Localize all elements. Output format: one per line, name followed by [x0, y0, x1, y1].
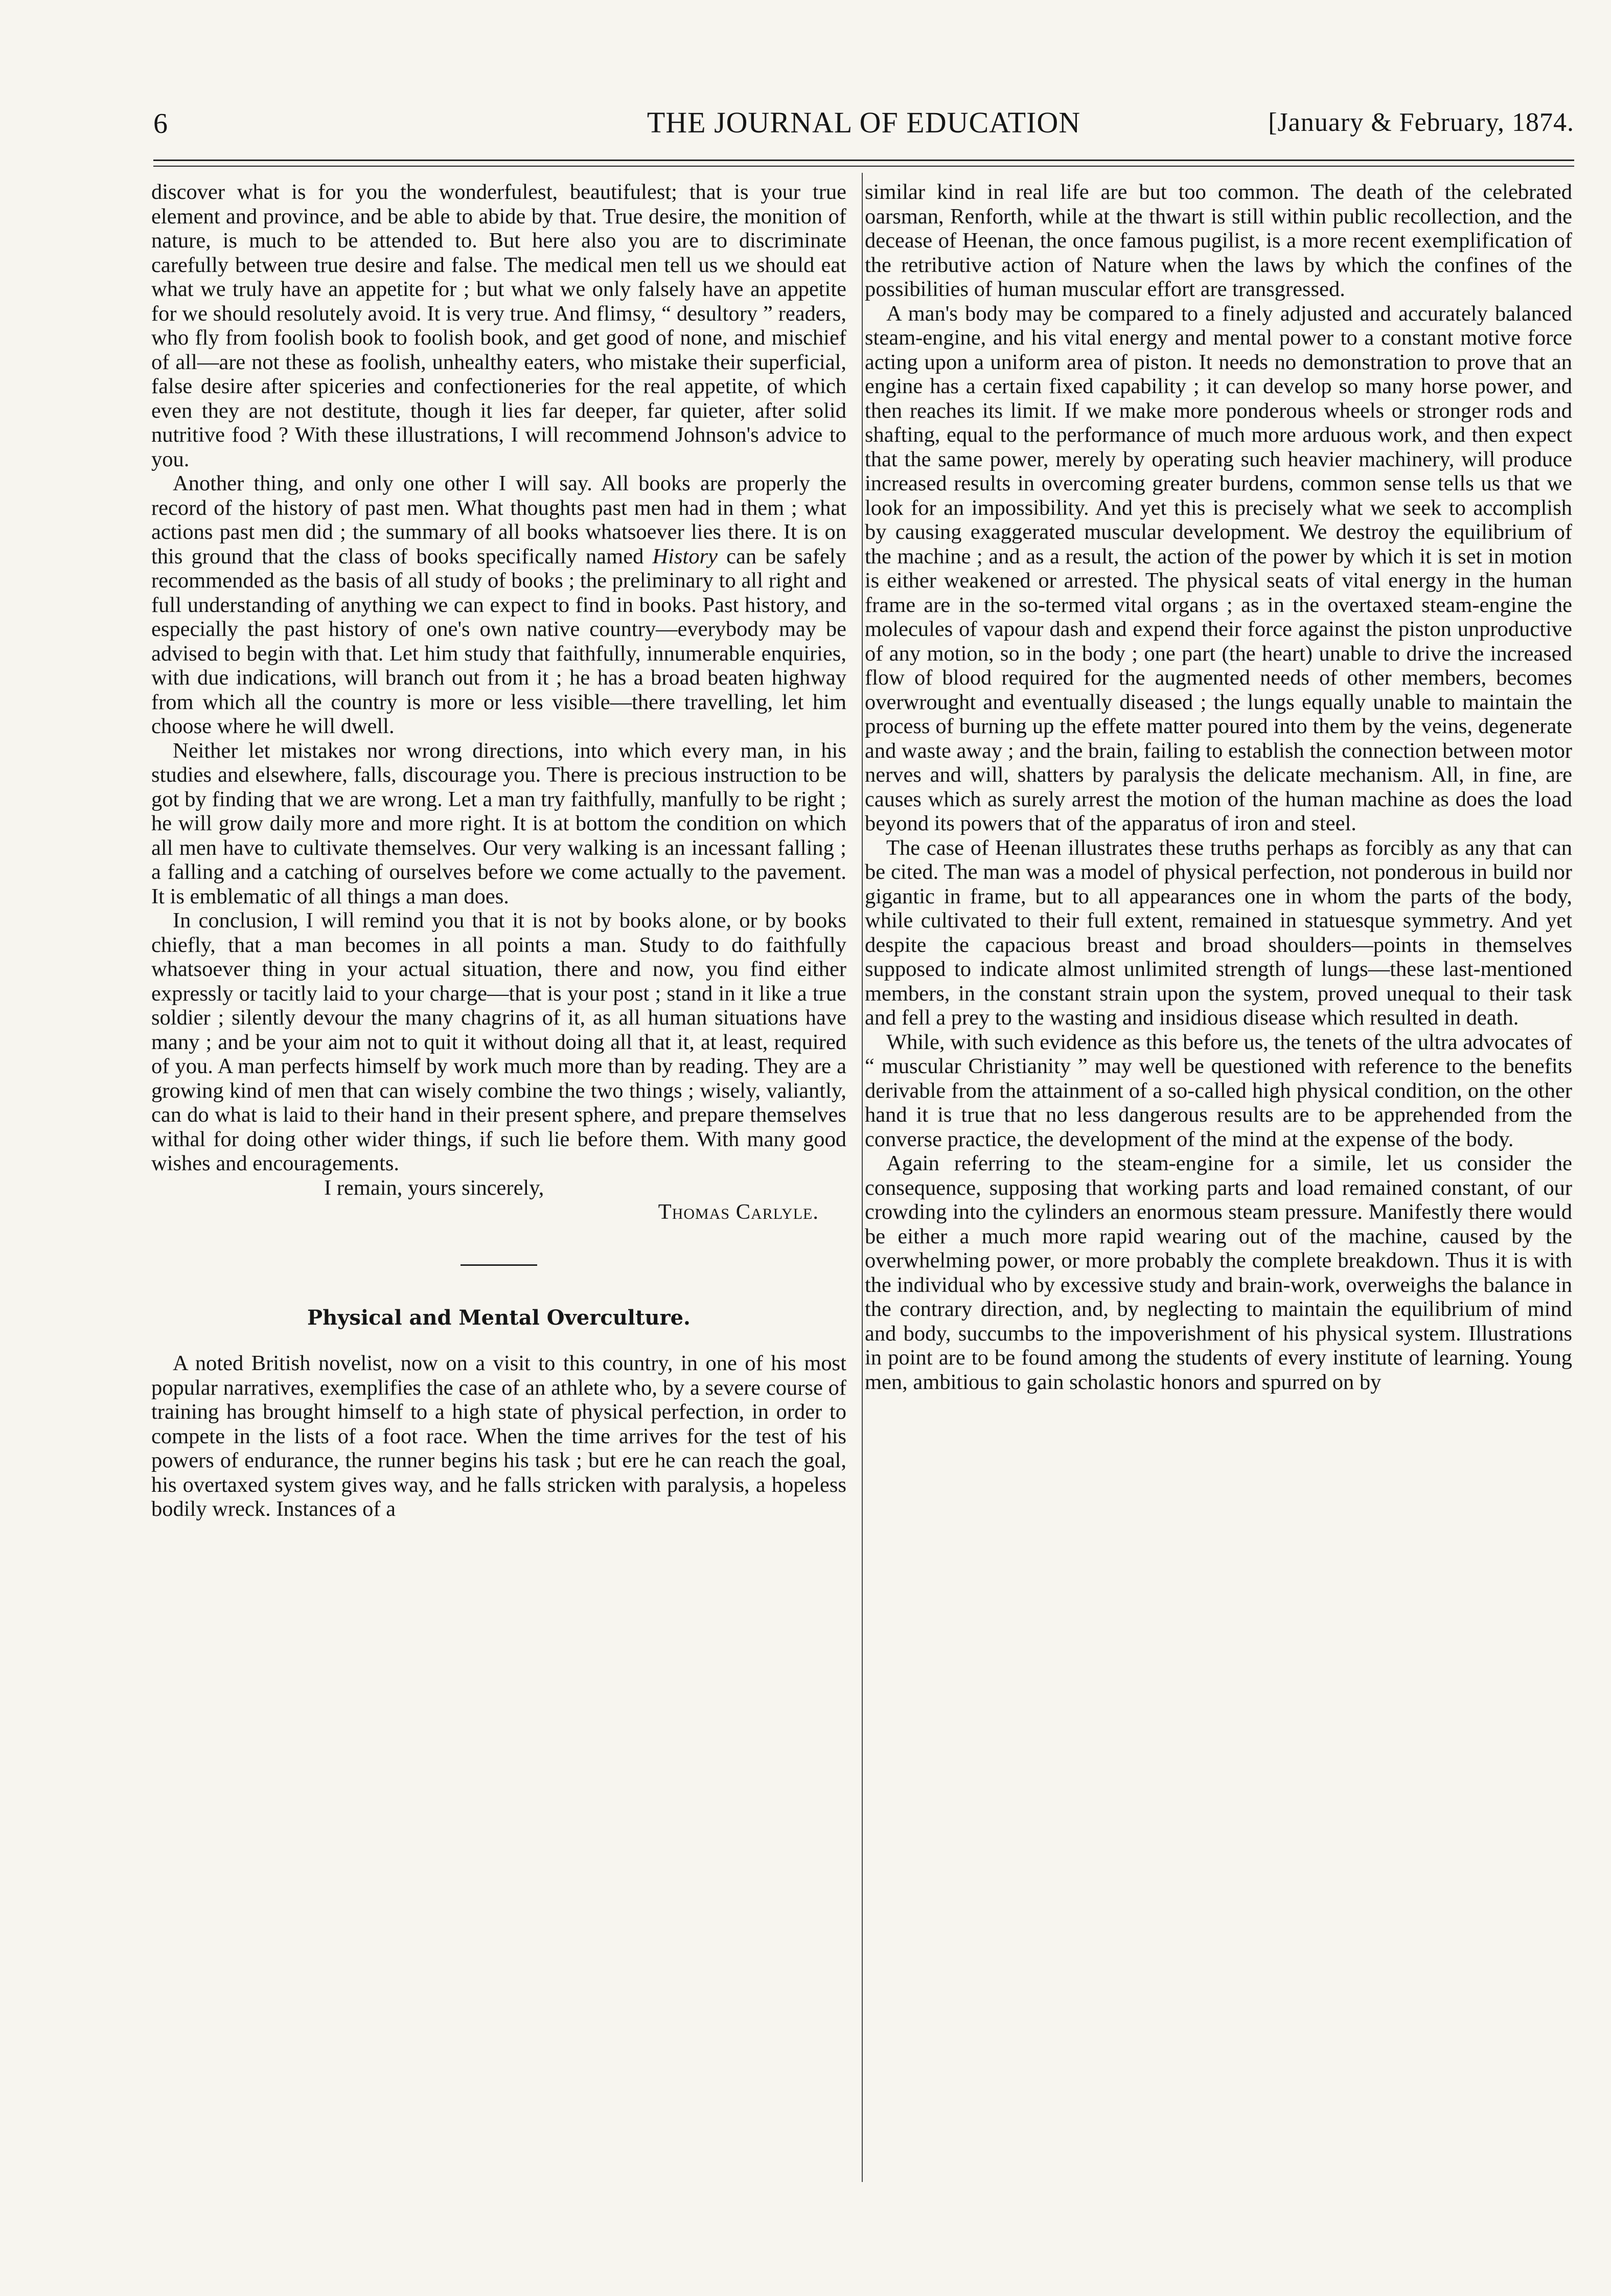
issue-date: [January & February, 1874.: [1268, 108, 1574, 137]
left-column: [151, 180, 846, 1521]
running-head: [153, 102, 1574, 148]
paragraph: A noted British novelist, now on a visit to this country, in one of his most popular narratives, exemplifies the case of an athlete who, by a severe course of training has brought himself to a high state of physical perfection, in order to compete in the lists of a foot race. When the time arrives for the test of his powers of endurance, the runner begins his task ; but ere he can reach the goal, his overtaxed system gives way, and he falls stricken with paralysis, a hopeless bodily wreck. Instances of a: [151, 1351, 846, 1521]
paragraph: Again referring to the steam-engine for a simile, let us consider the consequence, supposing that working parts and load remained constant, of our crowding into the cylinders an enormous steam pressure. Manifestly there would be either a much more rapid wearing out of the machine, caused by the overwhelming power, or more probably the complete breakdown. Thus it is with the individual who by excessive study and brain-work, overweighs the balance in the contrary direction, and, by neglecting to maintain the equilibrium of mind and body, succumbs to the impoverishment of his physical system. Illustrations in point are to be found among the students of every institute of learning. Young men, ambitious to gain scholastic honors and spurred on by: [865, 1151, 1572, 1394]
letter-closing: I remain, yours sincerely,: [324, 1175, 544, 1200]
paragraph: discover what is for you the wonderfulest, beautifulest; that is your true element and province, and be able to abide by that. True desire, the monition of nature, is much to be attended to. But here also you are to discriminate carefully between true desire and false. The medical men tell us we should eat what we truly have an appetite for ; but what we only falsely have an appetite for we should resolutely avoid. It is very true. And flimsy, “ desultory ” readers, who fly from foolish book to foolish book, and get good of none, and mischief of all—are not these as foolish, unhealthy eaters, who mistake their superficial, false desire after spiceries and confectioneries for the real appetite, of which even they are not destitute, though it lies far deeper, far quieter, after solid nutritive food ? With these illustrations, I will recommend Johnson's advice to you.: [151, 180, 846, 471]
page-number: 6: [153, 108, 168, 140]
letter-signature: Thomas Carlyle.: [658, 1200, 819, 1224]
paragraph-text: Another thing, and only one other I will say. All books are properly the record of the history of past men. What thoughts past men had in them ; what actions past men did ; the summary of all books whatsoever lies there. It is on this ground that the class of books specifically named: [151, 471, 846, 569]
paragraph: [151, 471, 846, 739]
paragraph: Neither let mistakes nor wrong directions, into which every man, in his studies and elsewhere, falls, discourage you. There is precious instruction to be got by finding that we are wrong. Let a man try faithfully, manfully to be right ; he will grow daily more and more right. It is at bottom the condition on which all men have to cultivate themselves. Our very walking is an incessant falling ; a falling and a catching of ourselves before we come actually to the pavement. It is emblematic of all things a man does.: [151, 738, 846, 908]
article-title: Physical and Mental Overculture.: [307, 1305, 691, 1330]
paragraph: similar kind in real life are but too common. The death of the celebrated oarsman, Renforth, while at the thwart is still within public recollection, and the decease of Heenan, the once famous pugilist, is a more recent exemplification of the retributive action of Nature when the laws by which the confines of the possibilities of human muscular effort are transgressed.: [865, 180, 1572, 301]
paragraph: The case of Heenan illustrates these truths perhaps as forcibly as any that can be cited. The man was a model of physical perfection, not ponderous in build nor gigantic in frame, but to all appearances one in whom the parts of the body, while cultivated to their full extent, remained in statuesque symmetry. And yet despite the capacious breast and broad shoulders—points in themselves supposed to indicate almost unlimited strength of lungs—these last-mentioned members, in the constant strain upon the system, proved unequal to their task and fell a prey to the wasting and insidious disease which resulted in death.: [865, 835, 1572, 1030]
header-rule-thin: [153, 166, 1574, 167]
journal-title: THE JOURNAL OF EDUCATION: [647, 106, 1081, 139]
paragraph: A man's body may be compared to a finely adjusted and accurately balanced steam-engine, and his vital energy and mental power to a constant motive force acting upon a uniform area of piston. It needs no demonstration to prove that an engine has a certain fixed capability ; it can develop so many horse power, and then reaches its limit. If we make more ponderous wheels or stronger rods and shafting, equal to the performance of much more arduous work, and then expect that the same power, merely by operating such heavier machinery, will produce increased results in overcoming greater burdens, common sense tells us that we look for an impossibility. And yet this is precisely what we seek to accomplish by causing exaggerated muscular development. We destroy the equilibrium of the machine ; and as a result, the action of the power by which it is set in motion is either weakened or arrested. The physical seats of vital energy in the human frame are in the so-termed vital organs ; as in the overtaxed steam-engine the molecules of vapour dash and expend their force against the piston unproductive of any motion, so in the body ; one part (the heart) unable to drive the increased flow of blood required for the augmented needs of other members, becomes overwrought and eventually diseased ; the lungs equally unable to maintain the process of burning up the effete matter poured into them by the veins, degenerate and waste away ; and the brain, failing to establish the connection between motor nerves and will, shatters by paralysis the delicate mechanism. All, in fine, are causes which as surely arrest the motion of the human machine as does the load beyond its powers that of the apparatus of iron and steel.: [865, 301, 1572, 835]
paragraph-text: can be safely recommended as the basis of all study of books ; the preliminary to all right and full understanding of anything we can expect to find in books. Past history, and especially the past history of one's own native country—everybody may be advised to begin with that. Let him study that faithfully, innumerable enquiries, with due indications, will branch out from it ; he has a broad beaten highway from which all the country is more or less visible—there travelling, let him choose where he will dwell.: [151, 544, 846, 738]
section-divider: [461, 1264, 537, 1266]
paragraph: In conclusion, I will remind you that it is not by books alone, or by books chiefly, that a man becomes in all points a man. Study to do faithfully whatsoever thing in your actual situation, there and now, you find either expressly or tacitly laid to your charge—that is your post ; stand in it like a true soldier ; silently devour the many chagrins of it, as all human situations have many ; and be your aim not to quit it without doing all that it, at least, required of you. A man perfects himself by work much more than by reading. They are a growing kind of men that can wisely combine the two things ; wisely, valiantly, can do what is laid to their hand in their present sphere, and prepare themselves withal for doing other wider things, if such lie before them. With many good wishes and encouragements.: [151, 908, 846, 1175]
italic-term: History: [652, 544, 718, 569]
column-divider: [862, 173, 863, 2182]
right-column: [865, 180, 1572, 1394]
header-rule: [153, 160, 1574, 161]
paragraph: While, with such evidence as this before us, the tenets of the ultra advocates of “ muscular Christianity ” may well be questioned with reference to the benefits derivable from the attainment of a so-called high physical condition, on the other hand it is true that no less dangerous results are to be apprehended from the converse practice, the development of the mind at the expense of the body.: [865, 1030, 1572, 1151]
